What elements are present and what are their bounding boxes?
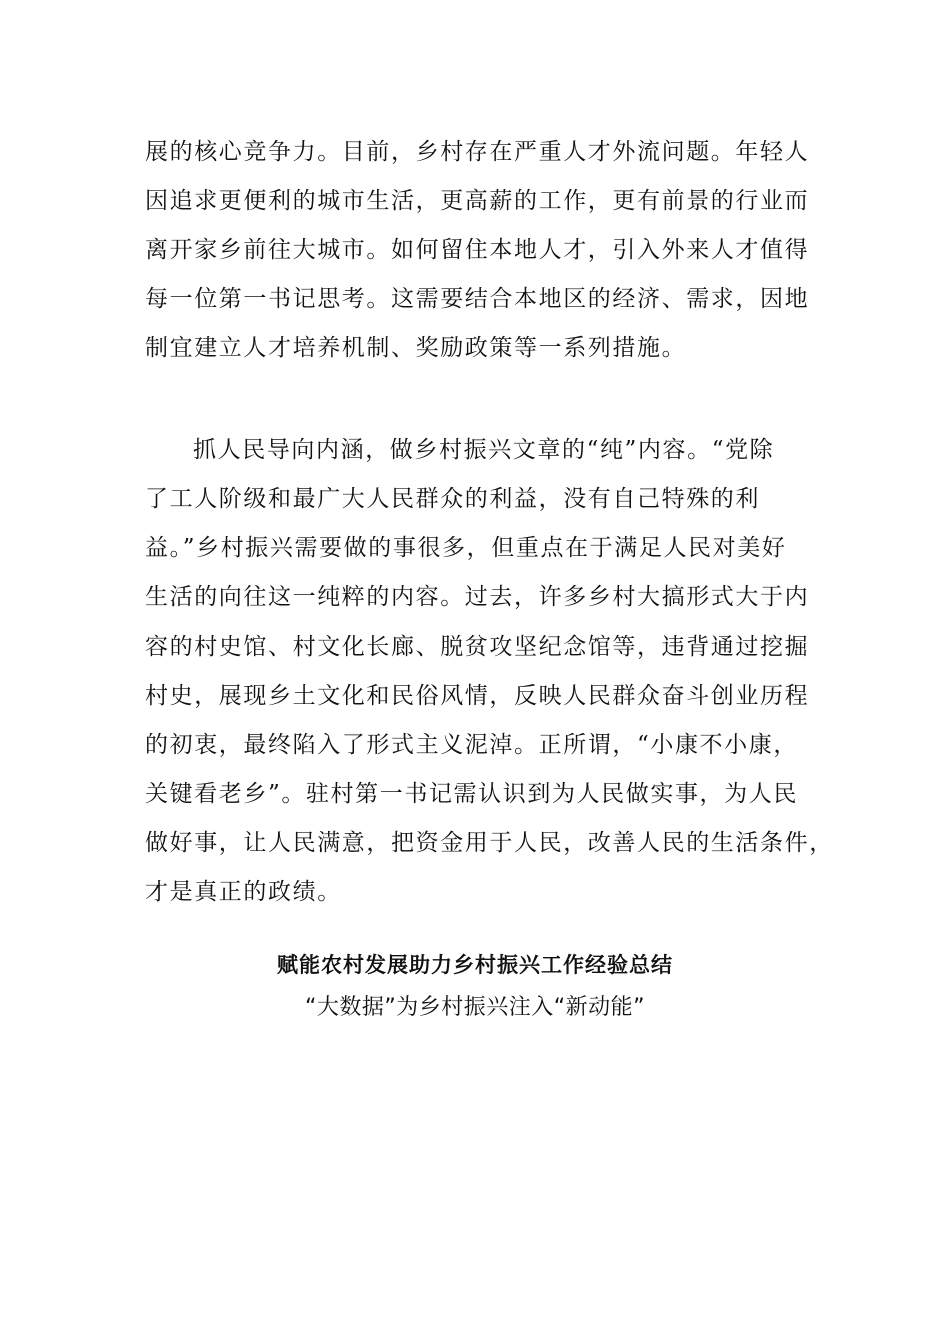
paragraph-line: 制宜建立人才培养机制、奖励政策等一系列措施。 [145, 335, 687, 361]
paragraph-line: 做好事，让人民满意，把资金用于人民，改善人民的生活条件， [145, 830, 834, 856]
section-subheading: “大数据”为乡村振兴注入“新动能” [304, 995, 646, 1020]
paragraph-line: 村史，展现乡土文化和民俗风情，反映人民群众奋斗创业历程 [145, 683, 810, 709]
paragraph-line: 才是真正的政绩。 [145, 879, 342, 905]
paragraph-line: 关键看老乡”。驻村第一书记需认识到为人民做实事，为人民 [145, 781, 798, 807]
paragraph-line: 离开家乡前往大城市。如何留住本地人才，引入外来人才值得 [145, 237, 810, 263]
paragraph-line: 了工人阶级和最广大人民群众的利益，没有自己特殊的利 [145, 486, 760, 512]
paragraph-line: 的初衷，最终陷入了形式主义泥淖。正所谓，“小康不小康， [145, 732, 798, 758]
paragraph-line: 生活的向往这一纯粹的内容。过去，许多乡村大搞形式大于内 [145, 584, 810, 610]
section-heading: 赋能农村发展助力乡村振兴工作经验总结 [277, 952, 673, 977]
paragraph-line: 因追求更便利的城市生活，更高薪的工作，更有前景的行业而 [145, 188, 810, 214]
paragraph-line: 益。”乡村振兴需要做的事很多，但重点在于满足人民对美好 [145, 535, 787, 561]
paragraph-line: 展的核心竞争力。目前，乡村存在严重人才外流问题。年轻人 [145, 139, 810, 165]
paragraph-line: 每一位第一书记思考。这需要结合本地区的经济、需求，因地 [145, 286, 810, 312]
paragraph-line: 抓人民导向内涵，做乡村振兴文章的“纯”内容。“党除 [193, 437, 775, 463]
paragraph-line: 容的村史馆、村文化长廊、脱贫攻坚纪念馆等，违背通过挖掘 [145, 634, 810, 660]
